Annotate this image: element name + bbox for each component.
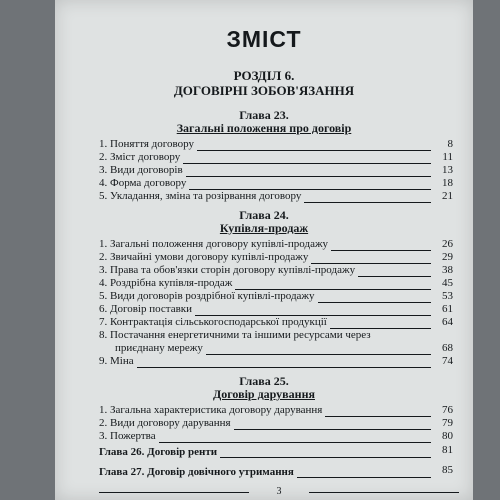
toc-entry-text: 2. Звичайні умови договору купівлі-продажу [99, 251, 309, 263]
toc-entry[interactable] [99, 177, 459, 190]
toc-entry-text: 2. Зміст договору [99, 151, 181, 163]
toc-entry-text: 5. Укладання, зміна та розірвання договору [99, 190, 302, 202]
chapter-25-heading: Глава 25. [239, 374, 289, 388]
toc-entry-text: 8. Постачання енергетичними та іншими ресурсами через [99, 329, 371, 341]
leader-line [183, 153, 431, 164]
chapter-24-heading: Глава 24. [239, 208, 289, 222]
toc-entry-text: 4. Форма договору [99, 177, 187, 189]
book-page [55, 0, 473, 500]
leader-line [304, 192, 431, 203]
leader-line [331, 240, 431, 251]
leader-line [137, 357, 431, 368]
toc-chapter-text: Глава 27. Договір довічного утримання [99, 466, 294, 478]
toc-page-number: 74 [442, 355, 453, 367]
toc-page-number: 85 [442, 464, 453, 476]
footer-rule-right [309, 492, 459, 493]
toc-page-number: 38 [442, 264, 453, 276]
leader-line [234, 419, 431, 430]
toc-page-number: 13 [442, 164, 453, 176]
toc-entry[interactable] [99, 151, 459, 164]
toc-entry-text: 1. Загальна характеристика договору дарування [99, 404, 323, 416]
toc-page-number: 80 [442, 430, 453, 442]
toc-chapter-text: Глава 26. Договір ренти [99, 446, 218, 458]
toc-page-number: 11 [442, 151, 453, 163]
leader-line [325, 406, 431, 417]
toc-entry[interactable] [99, 238, 459, 251]
toc-page-number: 29 [442, 251, 453, 263]
leader-line [206, 344, 431, 355]
toc-page-number: 18 [442, 177, 453, 189]
section-title: ДОГОВІРНІ ЗОБОВ'ЯЗАННЯ [173, 83, 355, 98]
toc-entry[interactable] [99, 290, 459, 303]
page-number: 3 [276, 486, 282, 497]
leader-line [186, 166, 431, 177]
toc-page-number: 79 [442, 417, 453, 429]
page-footer [99, 486, 459, 498]
toc-entry[interactable] [99, 404, 459, 417]
toc-page-number: 76 [442, 404, 453, 416]
leader-line [197, 140, 431, 151]
toc-page-number: 81 [442, 444, 453, 456]
leader-line [220, 447, 431, 458]
toc-entry-text: 1. Поняття договору [99, 138, 194, 150]
leader-line [330, 318, 431, 329]
toc-page-number: 21 [442, 190, 453, 202]
toc-page-number: 53 [442, 290, 453, 302]
toc-entry-text: 3. Права та обов'язки сторін договору купівлі-продажу [99, 264, 356, 276]
leader-line [235, 279, 431, 290]
toc-entry[interactable] [99, 251, 459, 264]
chapter-23-heading: Глава 23. [239, 108, 289, 122]
leader-line [189, 179, 431, 190]
toc-entry-text: 3. Пожертва [99, 430, 156, 442]
toc-entry[interactable] [99, 164, 459, 177]
toc-entry-text: 4. Роздрібна купівля-продаж [99, 277, 233, 289]
chapter-25-subheading: Договір дарування [213, 387, 315, 401]
toc-page-number: 64 [442, 316, 453, 328]
toc-page-number: 68 [442, 342, 453, 354]
toc-chapter-entry[interactable] [99, 466, 459, 478]
toc-page-number: 26 [442, 238, 453, 250]
leader-line [297, 467, 431, 478]
toc-entry-text: 2. Види договору дарування [99, 417, 231, 429]
chapter-23-subheading: Загальні положення про договір [176, 121, 352, 135]
toc-entry[interactable] [99, 430, 459, 443]
page-title: ЗМІСТ [226, 26, 302, 52]
toc-entry-text: 5. Види договорів роздрібної купівлі-продажу [99, 290, 315, 302]
toc-entry[interactable] [99, 417, 459, 430]
toc-entry[interactable] [99, 303, 459, 316]
toc-entry-text-continued: приєднану мережу [115, 342, 203, 354]
leader-line [318, 292, 431, 303]
toc-entry-text: 1. Загальні положення договору купівлі-продажу [99, 238, 329, 250]
toc-page-number: 61 [442, 303, 453, 315]
toc-entry[interactable] [99, 355, 459, 368]
leader-line [195, 305, 431, 316]
toc-entry[interactable] [99, 190, 459, 203]
toc-entry[interactable] [99, 277, 459, 290]
leader-line [159, 432, 431, 443]
toc-entry[interactable] [99, 329, 459, 355]
leader-line [311, 253, 431, 264]
toc-entry-text: 7. Контрактація сільськогосподарської продукції [99, 316, 327, 328]
leader-line [358, 266, 431, 277]
toc-page-number: 8 [447, 138, 453, 150]
toc-entry[interactable] [99, 316, 459, 329]
section-number: РОЗДІЛ 6. [233, 68, 295, 83]
toc-entry-text: 6. Договір поставки [99, 303, 193, 315]
chapter-24-subheading: Купівля-продаж [219, 221, 309, 235]
toc-entry-text: 9. Міна [99, 355, 134, 367]
toc-page-number: 45 [442, 277, 453, 289]
toc-entry[interactable] [99, 138, 459, 151]
toc-entry[interactable] [99, 264, 459, 277]
toc-entry-text: 3. Види договорів [99, 164, 183, 176]
toc-chapter-entry[interactable] [99, 446, 459, 458]
